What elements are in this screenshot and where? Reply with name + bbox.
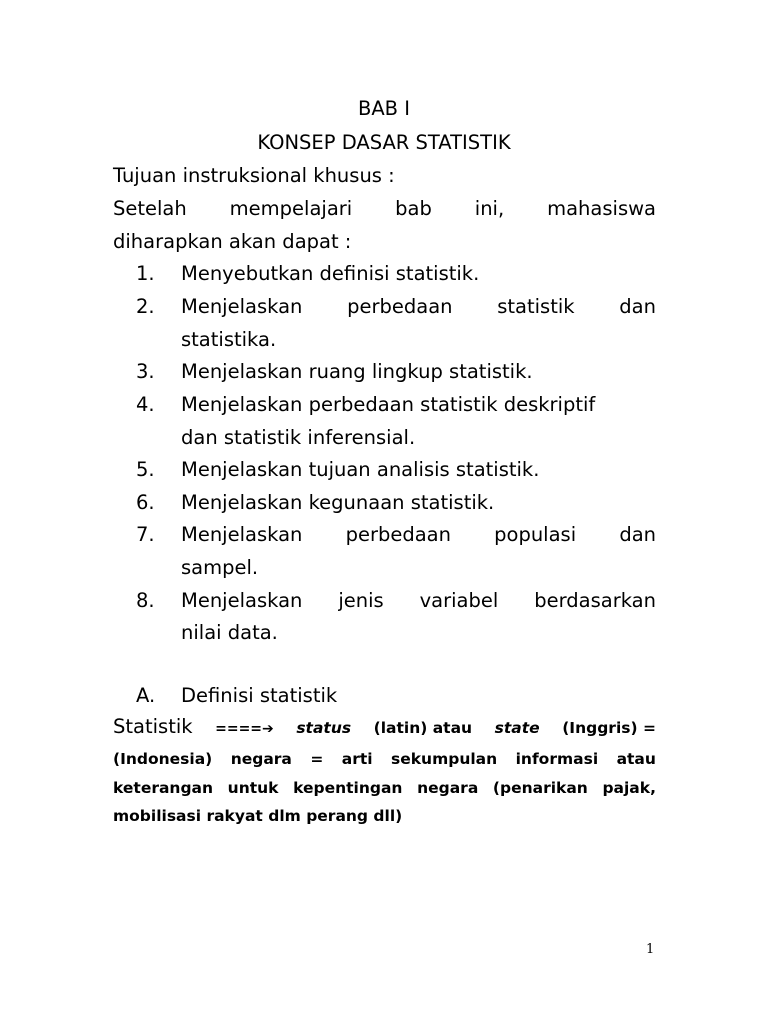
definition-line4: mobilisasi rakyat dlm perang dll) [113, 807, 403, 825]
word: pajak, [602, 779, 656, 797]
list-item: Menjelaskan tujuan analisis statistik. [181, 458, 540, 481]
list-item-number: 7. [136, 523, 155, 546]
word: Menjelaskan [181, 589, 303, 612]
word: ini, [474, 197, 505, 220]
list-item: Menjelaskan perbedaan statistik deskriptif [181, 393, 596, 416]
word: perbedaan [345, 523, 451, 546]
word: kepentingan [293, 779, 403, 797]
word: dan [619, 523, 656, 546]
word: bab [395, 197, 432, 220]
latin-text: (latin) atau [373, 719, 473, 737]
objective-intro-line1 [113, 196, 656, 222]
list-item-number: 3. [136, 360, 155, 383]
word: dan [619, 295, 656, 318]
objective-heading: Tujuan instruksional khusus : [113, 164, 395, 187]
list-item-continuation: dan statistik inferensial. [181, 426, 416, 449]
word: sekumpulan [391, 750, 498, 768]
word: mempelajari [229, 197, 353, 220]
definition-term: Statistik [113, 715, 193, 738]
definition-line3 [113, 777, 656, 799]
status-word: status [296, 719, 352, 737]
word: arti [341, 750, 373, 768]
word: berdasarkan [534, 589, 656, 612]
inggris-text: (Inggris) = [562, 719, 656, 737]
list-item: Menyebutkan definisi statistik. [181, 262, 480, 285]
word: informasi [515, 750, 599, 768]
word: atau [616, 750, 656, 768]
word: Menjelaskan [181, 295, 303, 318]
word: negara [230, 750, 292, 768]
word: = [310, 750, 324, 768]
list-item [181, 588, 656, 614]
word: untuk [227, 779, 279, 797]
page-number: 1 [646, 942, 655, 957]
word: mahasiswa [547, 197, 656, 220]
word: negara [417, 779, 479, 797]
list-item-number: 1. [136, 262, 155, 285]
definition-line1 [113, 714, 656, 742]
list-item-number: 6. [136, 491, 155, 514]
list-item [181, 522, 656, 548]
word: jenis [338, 589, 384, 612]
word: (penarikan [492, 779, 588, 797]
word: Setelah [113, 197, 187, 220]
list-item: Menjelaskan ruang lingkup statistik. [181, 360, 533, 383]
word: statistik [497, 295, 575, 318]
word: keterangan [113, 779, 214, 797]
objective-intro-line2: diharapkan akan dapat : [113, 230, 352, 253]
chapter-title: KONSEP DASAR STATISTIK [257, 131, 511, 154]
list-item: Menjelaskan kegunaan statistik. [181, 491, 495, 514]
word: Menjelaskan [181, 523, 303, 546]
section-label: A. [136, 684, 156, 707]
arrow-icon: ====➔ [215, 721, 274, 737]
list-item-number: 4. [136, 393, 155, 416]
definition-line2 [113, 748, 656, 770]
list-item-continuation: sampel. [181, 556, 259, 579]
list-item-number: 8. [136, 589, 155, 612]
list-item-number: 5. [136, 458, 155, 481]
word: populasi [494, 523, 577, 546]
chapter-label: BAB I [357, 97, 411, 120]
word: variabel [419, 589, 499, 612]
list-item-number: 2. [136, 295, 155, 318]
word: perbedaan [347, 295, 453, 318]
state-word: state [494, 719, 540, 737]
section-title: Definisi statistik [181, 684, 338, 707]
list-item [181, 294, 656, 320]
word: (Indonesia) [113, 750, 213, 768]
list-item-continuation: statistika. [181, 328, 277, 351]
list-item-continuation: nilai data. [181, 621, 278, 644]
